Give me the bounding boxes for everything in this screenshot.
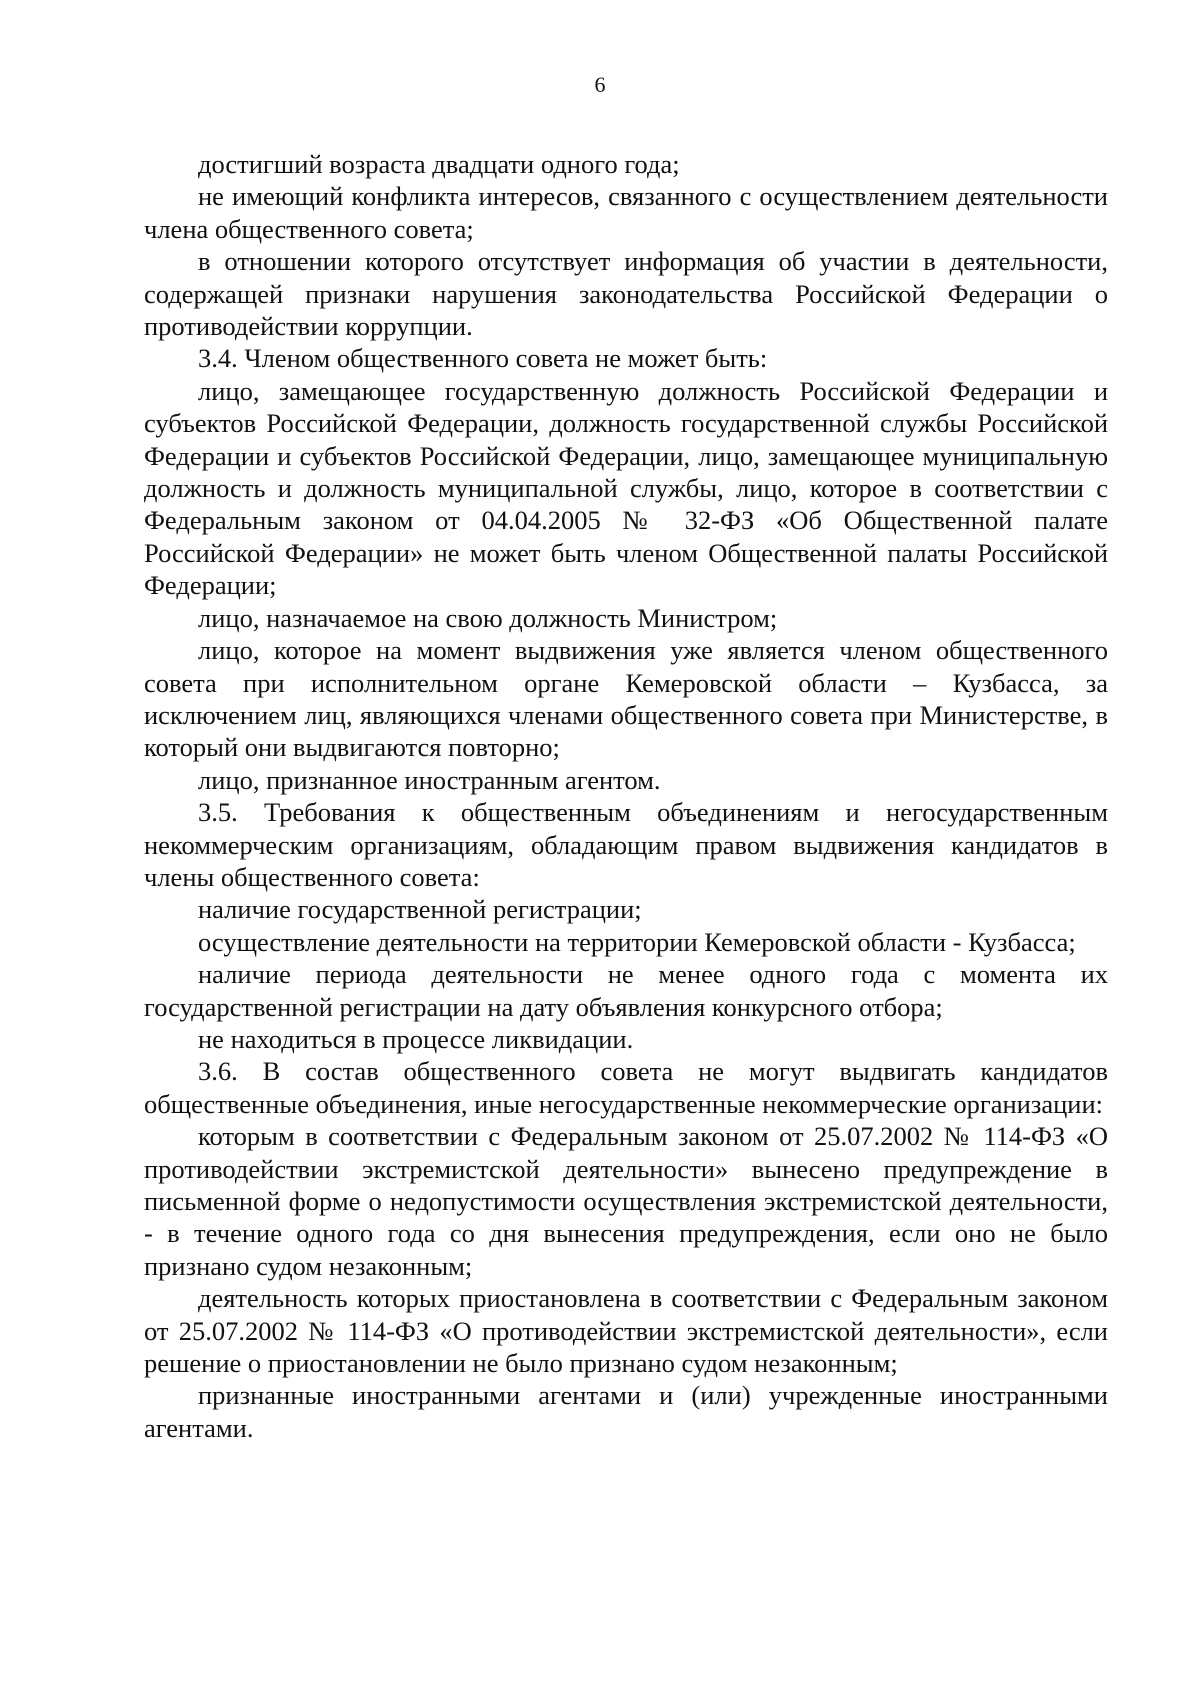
paragraph-no-conflict: не имеющий конфликта интересов, связанного с осуществлением деятельности члена общественного совета; (144, 181, 1108, 244)
document-body (144, 148, 1108, 1444)
paragraph-existing-member: лицо, которое на момент выдвижения уже является членом общественного совета при исполнительном органе Кемеровской области – Кузбасса, за исключением лиц, являющихся членами общественного совета при Министерстве, в который они выдвигаются повторно; (144, 635, 1108, 763)
clause-3-6-heading: 3.6. В состав общественного совета не могут выдвигать кандидатов общественные объединения, иные негосударственные некоммерческие организации: (144, 1056, 1108, 1119)
page-number: 6 (594, 72, 606, 97)
paragraph-appointed-by-minister: лицо, назначаемое на свою должность Министром; (198, 602, 778, 633)
paragraph-state-officials: лицо, замещающее государственную должность Российской Федерации и субъектов Российской Федерации, должность государственной службы Российской Федерации и субъектов Российской Федерации, лицо, замещающее муниципальную должность и должность муниципальной службы, лицо, которое в соответствии с Федеральным законом от 04.04.2005 № 32-ФЗ «Об Общественной палате Российской Федерации» не может быть членом Общественной палаты Российской Федерации; (144, 375, 1108, 601)
clause-3-4-heading: 3.4. Членом общественного совета не может быть: (198, 343, 768, 374)
paragraph-extremism-warning: которым в соответствии с Федеральным законом от 25.07.2002 № 114-ФЗ «О противодействии экстремистской деятельности» вынесено предупреждение в письменной форме о недопустимости осуществления экстремистской деятельности, - в течение одного года со дня вынесения предупреждения, если оно не было признано судом незаконным; (144, 1121, 1108, 1281)
paragraph-activity-period: наличие периода деятельности не менее одного года с момента их государственной регистрации на дату объявления конкурсного отбора; (144, 959, 1108, 1022)
paragraph-not-liquidating: не находиться в процессе ликвидации. (198, 1023, 634, 1054)
clause-3-5-heading: 3.5. Требования к общественным объединениям и негосударственным некоммерческим организациям, обладающим правом выдвижения кандидатов в члены общественного совета: (144, 797, 1108, 892)
paragraph-registration: наличие государственной регистрации; (198, 894, 642, 925)
paragraph-age-requirement: достигший возраста двадцати одного года; (198, 149, 680, 179)
paragraph-foreign-agents-orgs: признанные иностранными агентами и (или) учрежденные иностранными агентами. (144, 1380, 1108, 1443)
paragraph-no-corruption: в отношении которого отсутствует информация об участии в деятельности, содержащей признаки нарушения законодательства Российской Федерации о противодействии коррупции. (144, 246, 1108, 342)
paragraph-territory: осуществление деятельности на территории Кемеровской области - Кузбасса; (198, 926, 1076, 957)
paragraph-activity-suspended: деятельность которых приостановлена в соответствии с Федеральным законом от 25.07.2002 № 114-ФЗ «О противодействии экстремистской деятельности», если решение о приостановлении не было признано судом незаконным; (144, 1283, 1108, 1379)
paragraph-foreign-agent: лицо, признанное иностранным агентом. (198, 764, 661, 795)
